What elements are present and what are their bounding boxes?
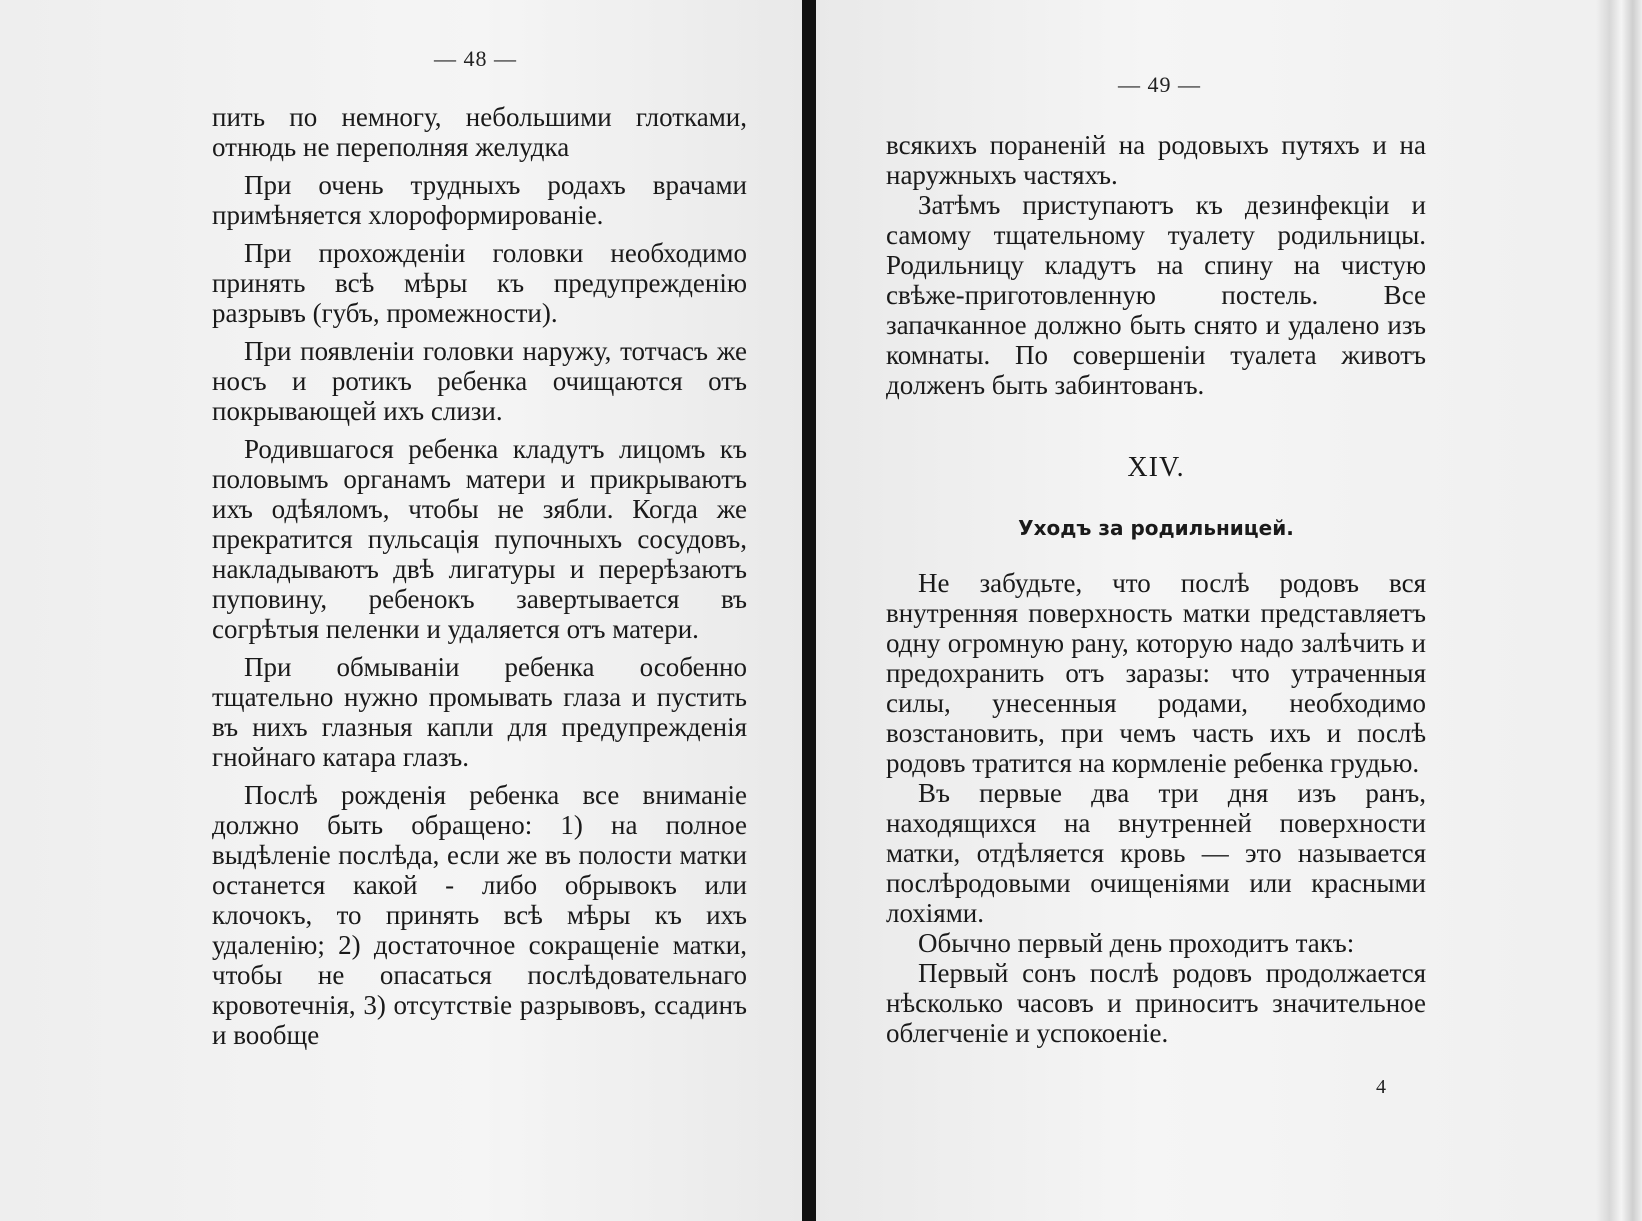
right-page-text-top — [886, 130, 1426, 408]
paragraph: Послѣ рожденія ребенка все вниманіе должно быть обращено: 1) на полное выдѣленіе послѣда, если же въ полости матки останется какой - либо обрывокъ или клочокъ, то принять всѣ мѣры къ ихъ удаленію; 2) достаточное сокращеніе матки, чтобы не опасаться послѣдовательнаго кровотечнія, 3) отсутствіе разрывовъ, ссадинъ и вообще — [212, 780, 747, 1050]
chapter-number: XIV. — [1127, 452, 1185, 483]
paragraph: При прохожденіи головки необходимо принять всѣ мѣры къ предупрежденію разрывъ (губъ, промежности). — [212, 238, 747, 328]
left-page-text — [212, 102, 747, 1058]
paragraph: пить по немногу, небольшими глотками, отнюдь не переполняя желудка — [212, 102, 747, 162]
paragraph: Первый сонъ послѣ родовъ продолжается нѣсколько часовъ и приноситъ значительное облегченіе и успокоеніе. — [886, 958, 1426, 1048]
page-edge — [1596, 0, 1642, 1221]
paragraph: При очень трудныхъ родахъ врачами примѣняется хлороформированіе. — [212, 170, 747, 230]
right-page-text-bottom — [886, 568, 1426, 1048]
paragraph: Родившагося ребенка кладутъ лицомъ къ половымъ органамъ матери и прикрываютъ ихъ одѣяломъ, чтобы не зябли. Когда же прекратится пульсація пупочныхъ сосудовъ, накладываютъ двѣ лигатуры и перерѣзаютъ пуповину, ребенокъ завертывается въ согрѣтыя пеленки и удаляется отъ матери. — [212, 434, 747, 644]
printer-signature: 4 — [1376, 1076, 1386, 1098]
page-number-right: — 49 — — [1118, 72, 1201, 97]
section-title: Уходъ за родильницей. — [1018, 516, 1294, 540]
paragraph: Въ первые два три дня изъ ранъ, находящихся на внутренней поверхности матки, отдѣляется кровь — это называется послѣродовыми очищеніями или красными лохіями. — [886, 778, 1426, 928]
paragraph: Не забудьте, что послѣ родовъ вся внутренняя поверхность матки представляетъ одну огромную рану, которую надо залѣчить и предохранить отъ заразы: что утраченныя силы, унесенныя родами, необходимо возстановить, при чемъ часть ихъ и послѣ родовъ тратится на кормленіе ребенка грудью. — [886, 568, 1426, 778]
book-gutter — [802, 0, 816, 1221]
left-page — [0, 0, 802, 1221]
right-page — [816, 0, 1642, 1221]
paragraph: всякихъ пораненій на родовыхъ путяхъ и на наружныхъ частяхъ. — [886, 130, 1426, 190]
paragraph: Затѣмъ приступаютъ къ дезинфекціи и самому тщательному туалету родильницы. Родильницу кладутъ на спину на чистую свѣже-приготовленную постель. Все запачканное должно быть снято и удалено изъ комнаты. По совершеніи туалета животъ долженъ быть забинтованъ. — [886, 190, 1426, 400]
page-number-left: — 48 — — [434, 46, 517, 71]
paragraph: Обычно первый день проходитъ такъ: — [918, 928, 1355, 958]
paragraph: При обмываніи ребенка особенно тщательно нужно промывать глаза и пустить въ нихъ глазныя капли для предупрежденія гнойнаго катара глазъ. — [212, 652, 747, 772]
paragraph: При появленіи головки наружу, тотчасъ же носъ и ротикъ ребенка очищаются отъ покрывающей ихъ слизи. — [212, 336, 747, 426]
